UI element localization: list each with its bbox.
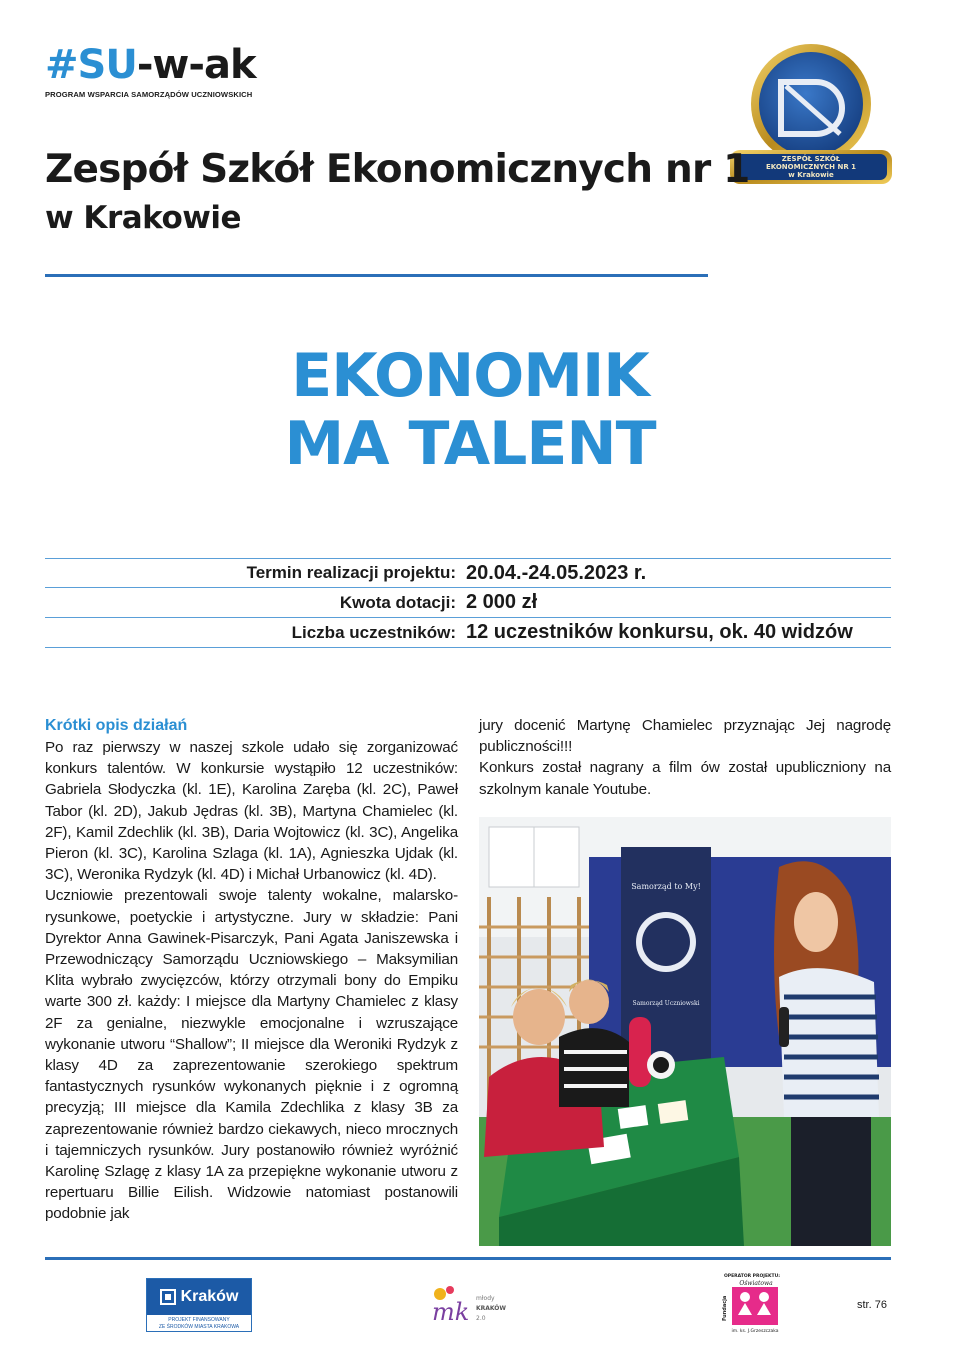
krakow-sub-line1: PROJEKT FINANSOWANY — [168, 1317, 230, 1323]
footer-divider — [45, 1257, 891, 1260]
krakow-logo — [146, 1278, 252, 1332]
school-name: Zespół Szkół Ekonomicznych nr 1 — [45, 147, 750, 192]
school-emblem — [728, 42, 894, 192]
description-paragraph: jury docenić Martynę Chamielec przyznając Jej nagrodę publiczności!!! — [479, 717, 891, 756]
fundacja-oswiatowa-logo — [712, 1271, 792, 1335]
fact-value: 20.04.-24.05.2023 r. — [466, 561, 647, 584]
fundacja-word: Fundacja — [722, 1295, 728, 1321]
operator-label: OPERATOR PROJEKTU: — [723, 1274, 781, 1279]
fact-value: 12 uczestników konkursu, ok. 40 widzów — [466, 621, 853, 643]
fundacja-sub: im. ks. J.Grzeszczaka — [731, 1329, 779, 1334]
school-city: w Krakowie — [45, 200, 242, 236]
project-title-line2: MA TALENT — [284, 409, 656, 479]
description-body-continued — [479, 715, 891, 800]
fact-row-period — [45, 558, 891, 588]
mlody-text1: młody — [476, 1295, 495, 1302]
description-paragraph: Po raz pierwszy w naszej szkole udało się zorganizować konkurs talentów. W konkursie wystąpiło 12 uczestników: Gabriela Słodyczka (kl. 1E), Karolina Zaręba (kl. 2C), Paweł Tabor (kl. 2D), Jakub Jędras (kl. 3B), Martyna Chamielec (kl. 2F), Kamil Zdechlik (kl. 3B), Daria Wojtowicz (kl. 3C), Angelika Pieron (kl. 3C), Karolina Szlaga (kl. 1A), Agnieszka Ujdak (kl. 3C), Weronika Rydzyk (kl. 4D) i Michał Urbanowicz (kl. 4D). — [45, 739, 458, 884]
krakow-sub-line2: ZE ŚRODKÓW MIASTA KRAKOWA — [158, 1324, 240, 1330]
mlody-text2: KRAKÓW — [476, 1305, 507, 1312]
description-left-column — [45, 715, 458, 1225]
krakow-symbol-icon — [160, 1289, 176, 1305]
banner-subtext: Samorząd Uczniowski — [632, 1000, 700, 1007]
oswiatowa-word: Oświatowa — [739, 1280, 773, 1287]
fact-label: Liczba uczestników: — [291, 622, 456, 642]
mlody-text3: 2.0 — [476, 1315, 486, 1322]
logo-rest: -w-ak — [136, 42, 256, 88]
event-photo — [479, 817, 891, 1246]
description-body — [45, 737, 458, 1225]
logo-subtitle: PROGRAM WSPARCIA SAMORZĄDÓW UCZNIOWSKICH — [45, 90, 253, 99]
description-paragraph: Konkurs został nagrany a film ów został upubliczniony na szkolnym kanale Youtube. — [479, 759, 891, 798]
logo-su: SU — [77, 42, 137, 88]
description-paragraph: Uczniowie prezentowali swoje talenty wokalne, malarsko-rysunkowe, poetyckie i artystyczne. Jury w składzie: Pani Dyrektor Anna Gawinek-Pisarczyk, Pani Agata Janiszewska i Przewodniczący Samorządu Uczniowskiego – Maksymilian Klita wybrało zwycięzców, którzy otrzymali bony do Empiku warte 300 zł. każdy: I miejsce dla Martyny Chamielec z klasy 2F za genialne, niezwykle emocjonalne i wzruszające wykonanie utworu “Shallow”; II miejsce dla Weroniki Rydzyk z klasy 4D za zaprezentowanie szerokiego spektrum fantastycznych rysunków wykonanych pięknie i z ogromną precyzją; III miejsce dla Kamila Zdechlika z klasy 3B za zaprezentowanie również bardzo ciekawych, nieco mrocznych i tajemniczych rysunków. Jury postanowiło również wyróżnić Karolinę Szlagę z klasy 1A za przepiękne wykonanie utworu z repertuaru Billie Eilish. Widzowie natomiast postanowili podobnie jak — [45, 887, 458, 1223]
header-divider — [45, 274, 708, 277]
project-title-line1: EKONOMIK — [291, 341, 649, 411]
banner-text: Samorząd to My! — [631, 882, 701, 891]
suwak-logo — [45, 42, 265, 99]
fact-label: Kwota dotacji: — [339, 592, 456, 612]
fact-value: 2 000 zł — [466, 591, 538, 613]
fact-label: Termin realizacji projektu: — [246, 563, 456, 582]
mlody-letters: mk — [432, 1298, 470, 1326]
fact-row-grant — [45, 588, 891, 618]
logo-hash: # — [45, 42, 78, 88]
project-title — [0, 342, 940, 478]
krakow-label: Kraków — [180, 1288, 239, 1305]
description-heading: Krótki opis działań — [45, 717, 188, 734]
page-number: str. 76 — [857, 1299, 887, 1311]
emblem-line3: w Krakowie — [788, 171, 834, 179]
krakow-logo-sub — [147, 1315, 251, 1331]
project-facts — [45, 558, 891, 648]
krakow-logo-top — [147, 1279, 251, 1315]
emblem-line2: EKONOMICZNYCH NR 1 — [765, 163, 857, 171]
description-right-column — [479, 715, 891, 800]
emblem-line1: ZESPÓŁ SZKÓŁ — [781, 155, 841, 163]
logo-wordmark — [45, 42, 265, 88]
mlody-krakow-logo — [428, 1280, 510, 1330]
fact-row-participants — [45, 618, 891, 648]
